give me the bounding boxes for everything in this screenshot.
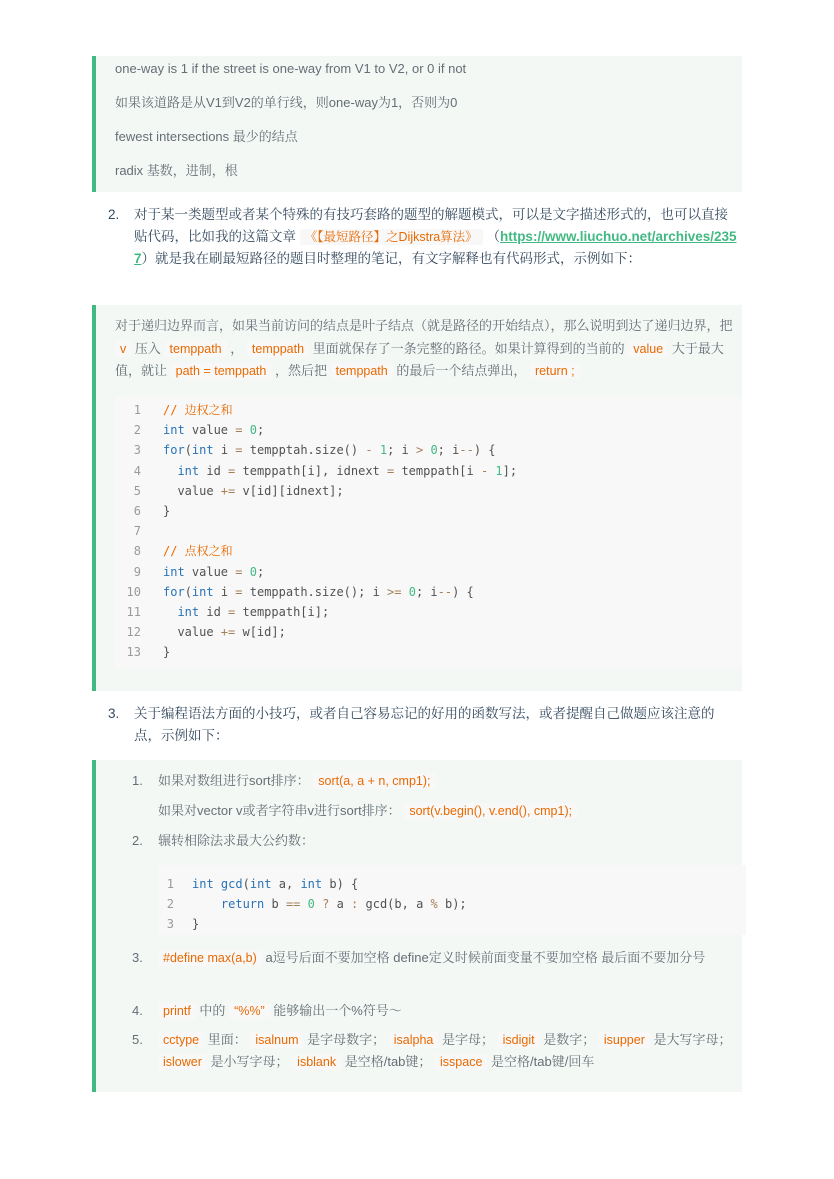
list-number: 2.	[108, 207, 120, 222]
inline-code: value	[628, 341, 668, 357]
list-number: 3.	[108, 706, 120, 721]
text: 是字母数字；	[307, 1032, 386, 1047]
line-number: 2	[133, 423, 141, 438]
inline-code: “%%”	[229, 1003, 270, 1019]
inline-code: sort(a, a + n, cmp1);	[313, 773, 435, 789]
inline-code: isdigit	[498, 1032, 540, 1048]
line-number: 8	[133, 544, 141, 559]
blockquote-glossary	[92, 56, 742, 192]
code-line: int value = 0;	[163, 423, 265, 438]
code-line: for(int i = temppath.size(); i >= 0; i--) {	[163, 584, 474, 599]
item-text: ）就是我在刷最短路径的题目时整理的笔记，有文字解释也有代码形式，示例如下：	[141, 251, 642, 266]
text: a逗号后面不要加空格 define定义时候前面变量不要加空格 最后面不要加分号	[265, 950, 706, 965]
glossary-line: radix 基数，进制，根	[115, 163, 238, 178]
text: 压入	[134, 340, 161, 356]
inline-code: isalnum	[250, 1032, 303, 1048]
inline-code: temppath	[331, 363, 393, 379]
inline-code: isspace	[435, 1054, 487, 1070]
inline-code: printf	[158, 1003, 196, 1019]
text: 里面就保存了一条完整的路径。如果计算得到的当前的	[312, 340, 625, 356]
article-title: 《【最短路径】之Dijkstra算法》	[300, 229, 483, 245]
code-block[interactable]	[115, 397, 742, 669]
code-line: }	[163, 503, 171, 518]
inline-code: return ;	[530, 363, 580, 379]
inline-code: islower	[158, 1054, 207, 1070]
inline-code: path = temppath	[171, 363, 272, 379]
inline-code: #define max(a,b)	[158, 950, 262, 966]
glossary-line: one-way is 1 if the street is one-way from V1 to V2, or 0 if not	[115, 61, 467, 76]
tip-4	[132, 1000, 732, 1022]
text: 如果对vector v或者字符串v进行sort排序：	[158, 803, 401, 818]
code-block-gcd[interactable]	[158, 865, 746, 935]
line-number: 9	[133, 564, 141, 579]
line-number: 4	[133, 463, 141, 478]
text: 是空格/tab键/回车	[491, 1054, 595, 1069]
text: 是空格/tab键；	[344, 1054, 432, 1069]
code-line: }	[163, 645, 171, 660]
code-line: value += v[id][idnext];	[163, 483, 344, 498]
text: 是大写字母；	[653, 1032, 732, 1047]
text: ，	[230, 340, 244, 356]
list-number: 4.	[132, 1003, 143, 1018]
line-number: 2	[166, 897, 174, 912]
inline-code: isalpha	[389, 1032, 439, 1048]
text: 的最后一个结点弹出，	[396, 363, 527, 378]
text: 对于递归边界而言，如果当前访问的结点是叶子结点（就是路径的开始结点），那么说明到达了递归边界，把	[115, 318, 733, 333]
tip-5	[132, 1029, 732, 1073]
text: 是小写字母；	[210, 1054, 289, 1069]
list-number: 2.	[132, 833, 143, 848]
paragraph	[115, 315, 741, 383]
line-number: 10	[126, 584, 141, 599]
item-text: 关于编程语法方面的小技巧，或者自己容易忘记的好用的函数写法，或者提醒自己做题应该注意的点，示例如下：	[134, 706, 715, 743]
item-text: 对于某一类题型或者某个特殊的有技巧套路的题型的解题模式，可以是文字描述形式的，也可以直接贴代码，比如我的这篇文章	[134, 207, 728, 244]
text: 大于最大值，就让	[115, 340, 724, 378]
paren: （	[486, 229, 500, 244]
inline-code: isblank	[292, 1054, 341, 1070]
list-number: 5.	[132, 1032, 143, 1047]
inline-code: sort(v.begin(), v.end(), cmp1);	[404, 803, 577, 819]
inline-code: v	[115, 341, 131, 357]
glossary-line: fewest intersections 最少的结点	[115, 129, 298, 144]
text: ，然后把	[274, 363, 327, 378]
list-item-2	[108, 204, 740, 270]
inline-code: temppath	[247, 341, 309, 357]
tip-2	[132, 830, 732, 852]
text: 里面：	[207, 1032, 247, 1047]
line-number: 3	[133, 443, 141, 458]
line-number: 1	[133, 403, 141, 417]
inline-code: cctype	[158, 1032, 204, 1048]
blockquote-tips	[92, 760, 742, 1092]
text: 能够输出一个%符号～	[273, 1003, 402, 1018]
line-number: 7	[133, 524, 141, 539]
code-line: int id = temppath[i];	[177, 604, 330, 619]
code-line: return b == 0 ? a : gcd(b, a % b);	[220, 897, 467, 912]
list-item-3	[108, 703, 740, 747]
text: 中的	[199, 1003, 226, 1018]
line-number: 6	[133, 503, 141, 518]
code-line: int id = temppath[i], idnext = temppath[i - 1];	[177, 463, 518, 478]
line-number: 13	[126, 645, 141, 660]
tip-1	[132, 770, 732, 822]
blockquote-dijkstra	[92, 305, 742, 691]
line-number: 1	[166, 877, 174, 891]
list-number: 1.	[132, 773, 143, 788]
code-comment: // 边权之和	[163, 403, 233, 417]
line-number: 5	[133, 483, 141, 498]
line-number: 3	[166, 917, 174, 932]
code-line: value += w[id];	[163, 625, 286, 640]
tip-3	[132, 947, 732, 969]
article-link[interactable]: https://www.liuchuo.net/archives/2357	[134, 229, 737, 266]
text: 是数字；	[543, 1032, 596, 1047]
text: 如果对数组进行sort排序：	[158, 773, 310, 788]
line-number: 12	[126, 625, 141, 640]
code-line: int value = 0;	[163, 564, 265, 579]
text: 辗转相除法求最大公约数：	[158, 833, 315, 848]
text: 是字母；	[442, 1032, 495, 1047]
inline-code: temppath	[165, 341, 227, 357]
code-line: for(int i = tempptah.size() - 1; i > 0; i--) {	[163, 443, 496, 458]
code-line: }	[192, 917, 200, 932]
code-line: int gcd(int a, int b) {	[192, 877, 359, 891]
line-number: 11	[126, 604, 141, 619]
code-comment: // 点权之和	[163, 544, 233, 559]
list-number: 3.	[132, 950, 143, 965]
glossary-line: 如果该道路是从V1到V2的单行线，则one-way为1，否则为0	[115, 95, 458, 110]
inline-code: isupper	[599, 1032, 650, 1048]
